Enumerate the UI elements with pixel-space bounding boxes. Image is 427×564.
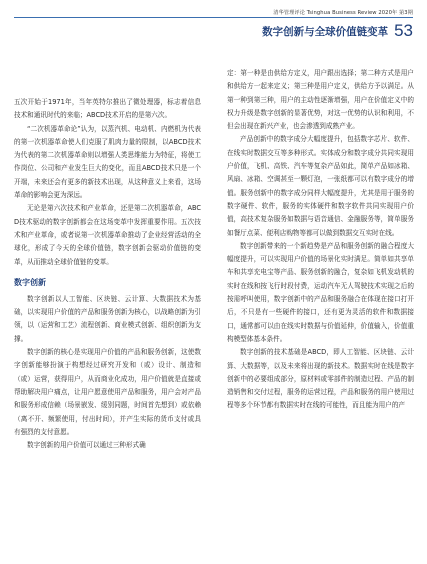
- journal-header: 清华管理评论 Tsinghua Business Review 2020年 第3期: [273, 10, 413, 16]
- subheading: 数字创新: [14, 277, 46, 287]
- page-number: 53: [394, 21, 413, 40]
- paragraph: 定：第一种是由供给方定义，用户跟出选择；第二种方式是用户和供给方一起来定义；第三种是用户定义，供给方予以满足。从第一种到第三种，用户的主动性逐渐增强，用户在价值定义中的权力升级是数字创新的显著优势，对这一优势的认识和利用，不但会出现在新兴产业，也会渗透到成熟产业。: [227, 69, 414, 131]
- paragraph: 数字创新的用户价值可以通过三种形式确: [27, 441, 146, 450]
- paragraph: 数字创新带来的一个新趋势是产品和服务创新的融合程度大幅度提升，可以实现用户价值的场景化实时满足。简单如共享单车和共享充电宝等产品、服务创新的融合，复杂如飞机发动机的实时在线和按飞行时段付费，运动汽车无人驾驶技术实现之后的按需呼叫使用，数字创新中的产品和服务融合在体现在接口打开后，不只是有一些硬件的接口，还有更为灵活的软件和数据接口，通常都可以由在线实时数据与价值延伸，价值输入，价值重构模型体基本条件。: [227, 241, 414, 343]
- paragraph: “二次机器革命论”认为，以蒸汽机、电动机、内燃机为代表的第一次机器革命使人们克服了肌肉力量的限制，以ABCD技术为代表的第二次机器革命则以增强人类思维能力为特征，将使工作岗位、公司和产业发生巨大的变化，而且ABCD技术只是一个开端，未来还会有更多的新技术出现，从这种意义上来看，这场革命的影响会更为深远。: [14, 124, 201, 200]
- left-column: [14, 96, 201, 452]
- header-rule: [14, 17, 413, 18]
- paragraph: 数字创新的技术基础是ABCD，即人工智能、区块链、云计算、大数据等，以及未来将出现的新技术。数据实时在线是数字创新中的必要组成部分，原材料或零部件的制造过程、产品的制造销售和交付过程，服务的运营过程，产品和服务的用户使用过程等多个环节都有数据实时在线的可能性，而且能为用户的产: [227, 348, 414, 410]
- section-header: [262, 21, 413, 41]
- right-column: [227, 67, 414, 413]
- paragraph: 产品创新中的数字成分大幅度提升，包括数字芯片、软件、在线实时数据交互等多种形式。实体成分和数字成分共同实现用户价值，飞机、高铁、汽车等复杂产品如此，简单产品如冰箱、风扇、冰箱、空调甚至一颗灯泡，一张纸都可以有数字成分的增值。服务创新中的数字成分同样大幅度提升，尤其是用于服务的数字硬件、软件，服务的实体硬件和数字软件共同实现用户价值，高技术复杂服务如数据与语音通信、金融服务等，简单服务如餐厅点菜、便利店购物等都可以做到数据交互实时在线。: [227, 135, 414, 237]
- paragraph: 无论是第六次技术和产业革命，还是第二次机器革命，ABCD技术驱动的数字创新都会在这场变革中发挥重要作用。五次技术和产业革命，或者说第一次机器革命推动了企业经营活动的全球化，形成了今天的全球价值链，数字创新会驱动价值链的变革，从而推动全球价值链的变革。: [14, 204, 201, 266]
- section-title: 数字创新与全球价值链变革: [262, 25, 389, 38]
- paragraph: 数字创新的核心是实现用户价值的产品和服务创新，这使数字创新能够扮演于构想经过研究开发和（或）设计、制造和（或）运营，获得用户，从而商业化成功，用户价值就是直接或帮助解决用户痛点，让用户愿意使用产品和服务，用户会对产品和服务形成信赖（场景嵌发、缓别同题，时间首先想到）或依赖（离不开、频繁使用，付出时间），并产生实际的货币支付或具有强烈的支付意愿。: [14, 348, 201, 436]
- paragraph: 数字创新以人工智能、区块链、云计算、大数据技术为基础，以实现用户价值的产品和服务创新为核心，以战略创新为引领，以（运营和工艺）流程创新、商业模式创新、组织创新为支撑。: [14, 294, 201, 343]
- paragraph: 五次开始于1971年，当年英特尔推出了微处理器，标志着信息技术和通讯时代的来临；ABCD技术开启的是第六次。: [14, 98, 201, 120]
